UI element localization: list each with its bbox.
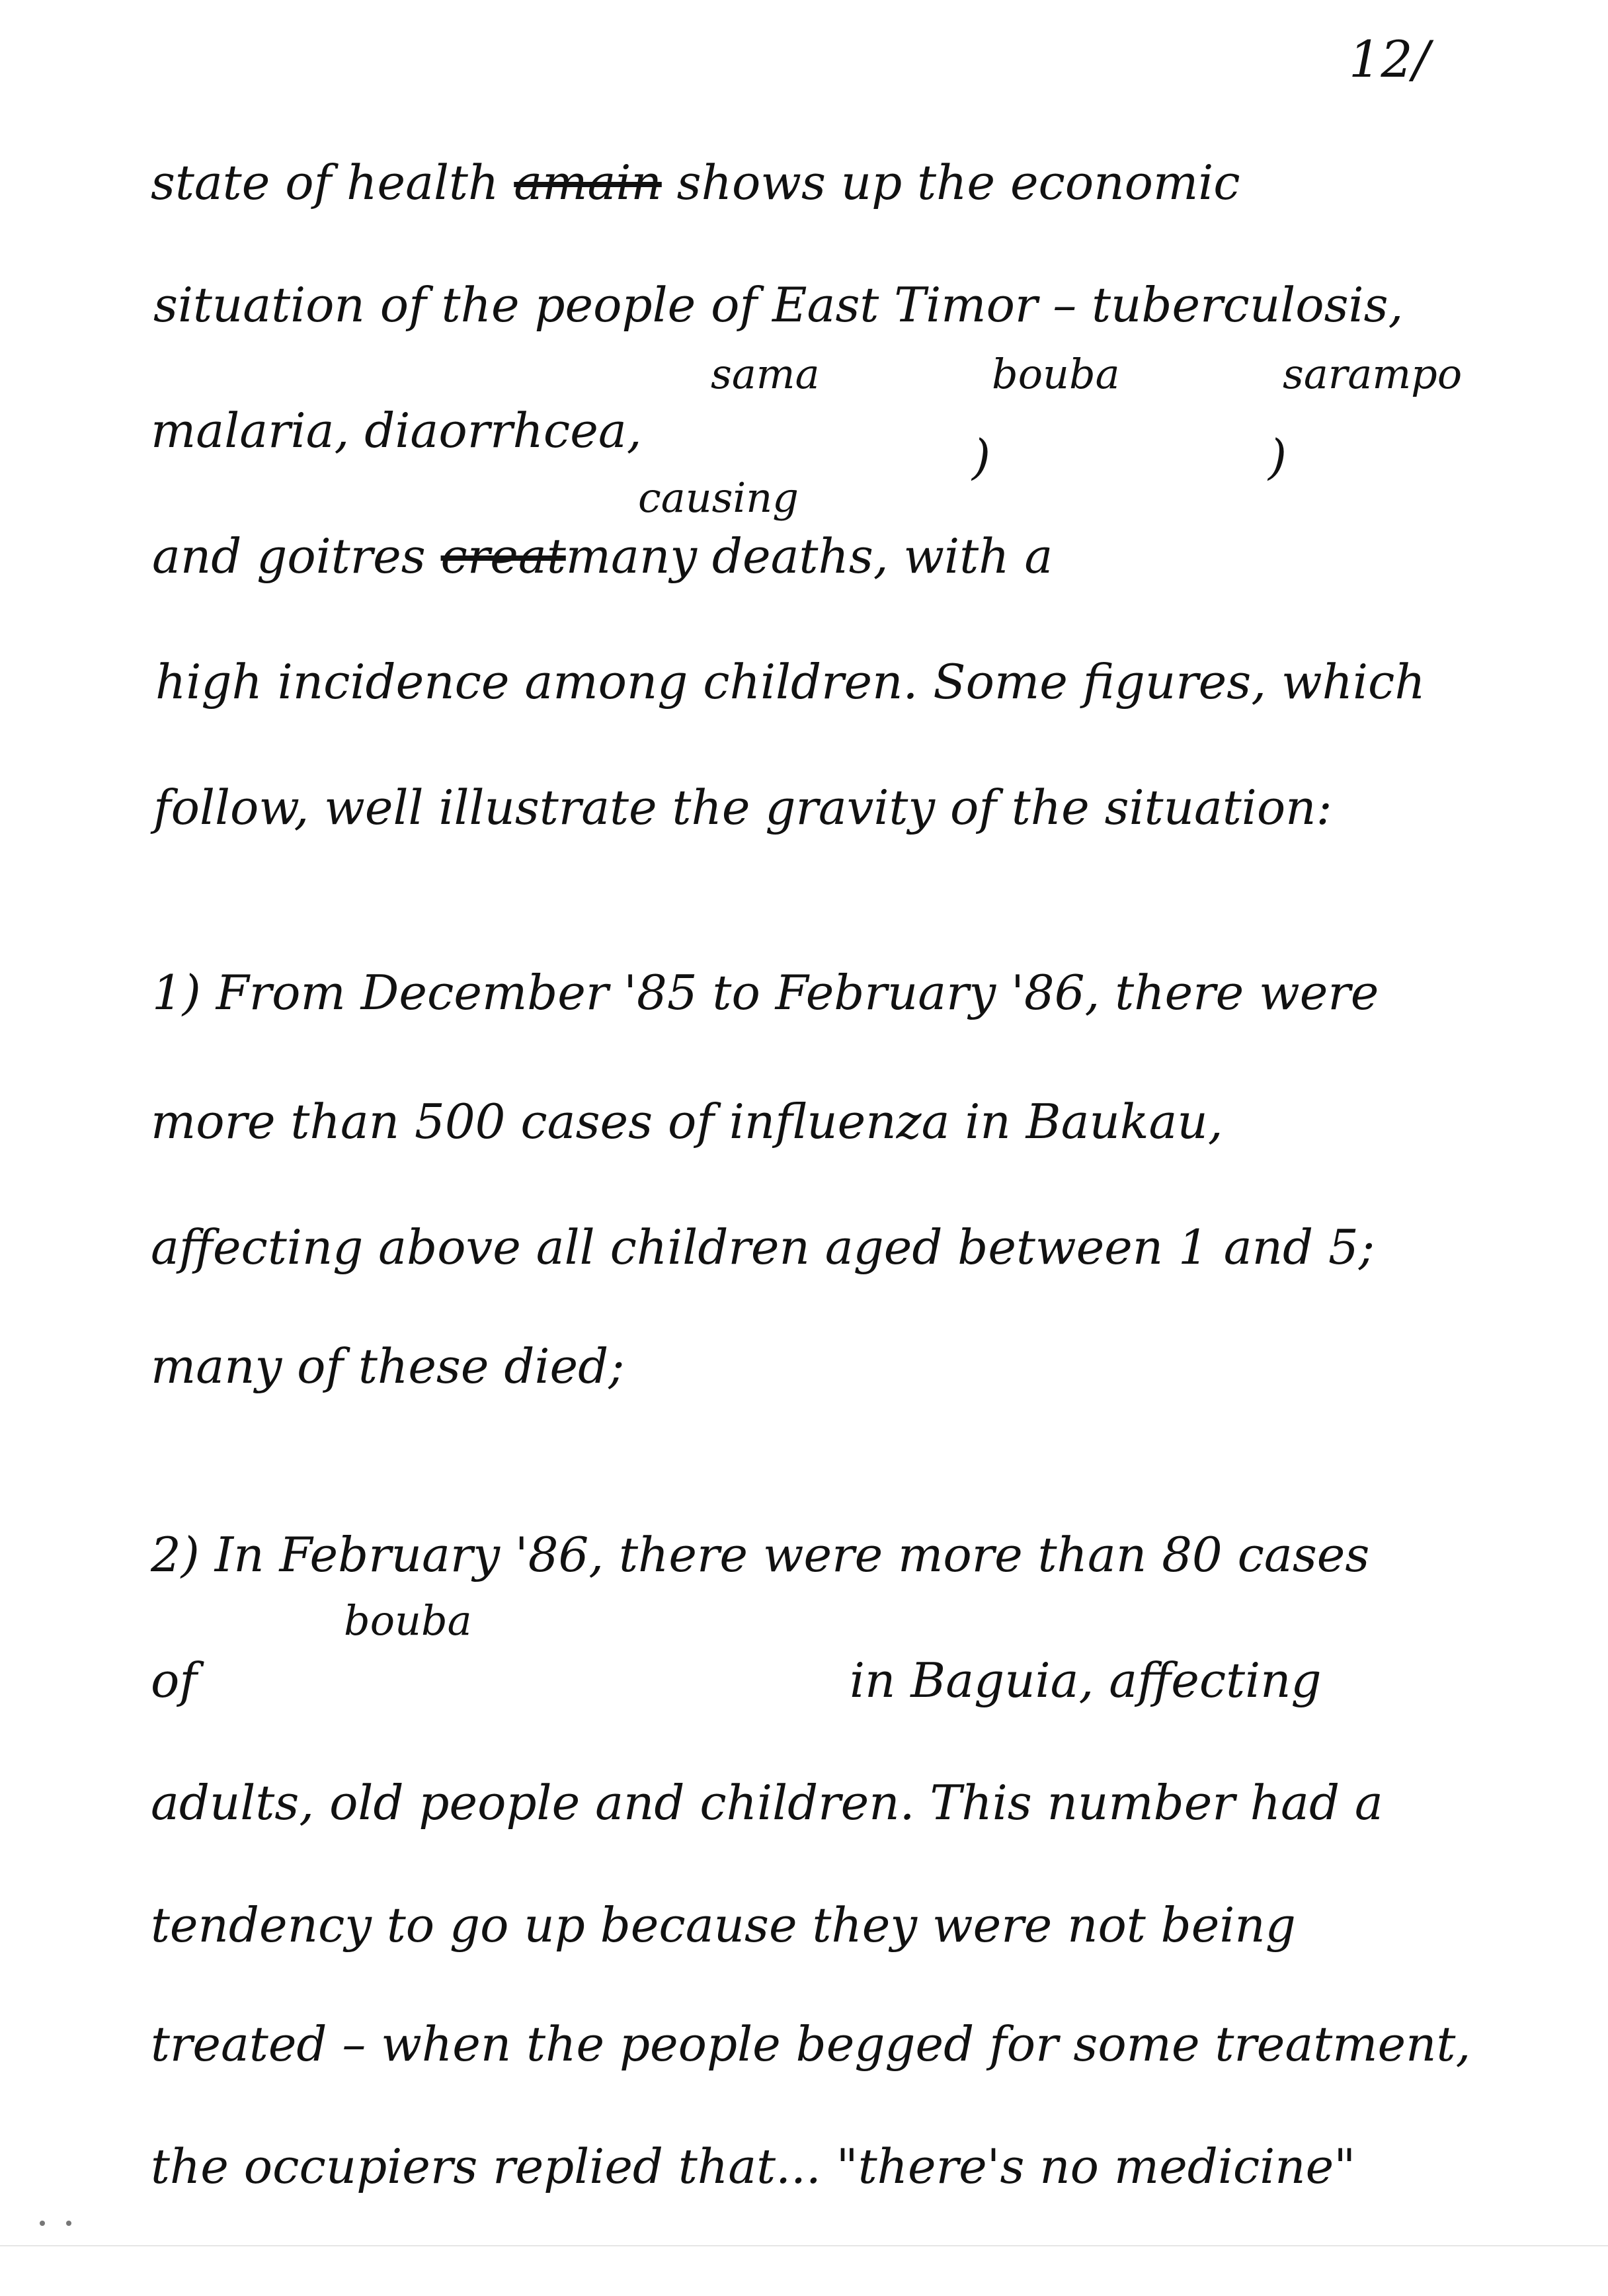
inserted-word-bouba-lower: bouba	[344, 1596, 472, 1645]
page-number: 12/	[1349, 30, 1430, 89]
text-line-12-end: in Baguia, affecting	[850, 1653, 1322, 1708]
inserted-word-sarampo: sarampo	[1283, 350, 1463, 398]
text-line-7: 1) From December '85 to February '86, there were	[152, 965, 1379, 1020]
text-line-16: the occupiers replied that... "there's no medicine"	[151, 2139, 1356, 2194]
text-line-5: high incidence among children. Some figures, which	[155, 654, 1426, 710]
text-line-2: situation of the people of East Timor – tuberculosis,	[153, 277, 1404, 333]
text-line-14: tendency to go up because they were not being	[151, 1897, 1296, 1953]
line-1-struck-word: amain	[514, 155, 662, 210]
scan-edge-line	[0, 2245, 1608, 2246]
line-4-suffix: many deaths, with a	[565, 528, 1053, 584]
text-line-8: more than 500 cases of influenza in Baukau,	[151, 1094, 1223, 1149]
text-line-3: malaria, diaorrhcea,	[151, 403, 642, 458]
text-line-11: 2) In February '86, there were more than 80 cases	[151, 1527, 1370, 1582]
text-line-10: many of these died;	[151, 1338, 625, 1394]
text-line-15: treated – when the people begged for some treatment,	[151, 2016, 1471, 2072]
inserted-word-sama: sama	[711, 350, 820, 398]
paren-mark-2: )	[1268, 429, 1287, 485]
line-1-prefix: state of health	[151, 155, 514, 210]
paren-mark-1: )	[972, 429, 991, 485]
inserted-word-bouba-top: bouba	[992, 350, 1120, 398]
text-line-1	[151, 155, 1240, 210]
line-1-suffix: shows up the economic	[661, 155, 1240, 210]
text-line-13: adults, old people and children. This number had a	[151, 1775, 1383, 1830]
text-line-9: affecting above all children aged between 1 and 5;	[151, 1219, 1375, 1275]
text-line-6: follow, well illustrate the gravity of the situation:	[153, 780, 1332, 835]
scan-speck-right	[66, 2221, 71, 2226]
text-line-12-start: of	[151, 1653, 197, 1708]
line-4-struck-word: creat	[440, 528, 566, 584]
scan-speck-left	[40, 2221, 45, 2226]
inserted-word-causing: causing	[638, 473, 799, 522]
line-4-prefix: and goitres	[152, 528, 441, 584]
text-line-4	[152, 528, 1053, 584]
